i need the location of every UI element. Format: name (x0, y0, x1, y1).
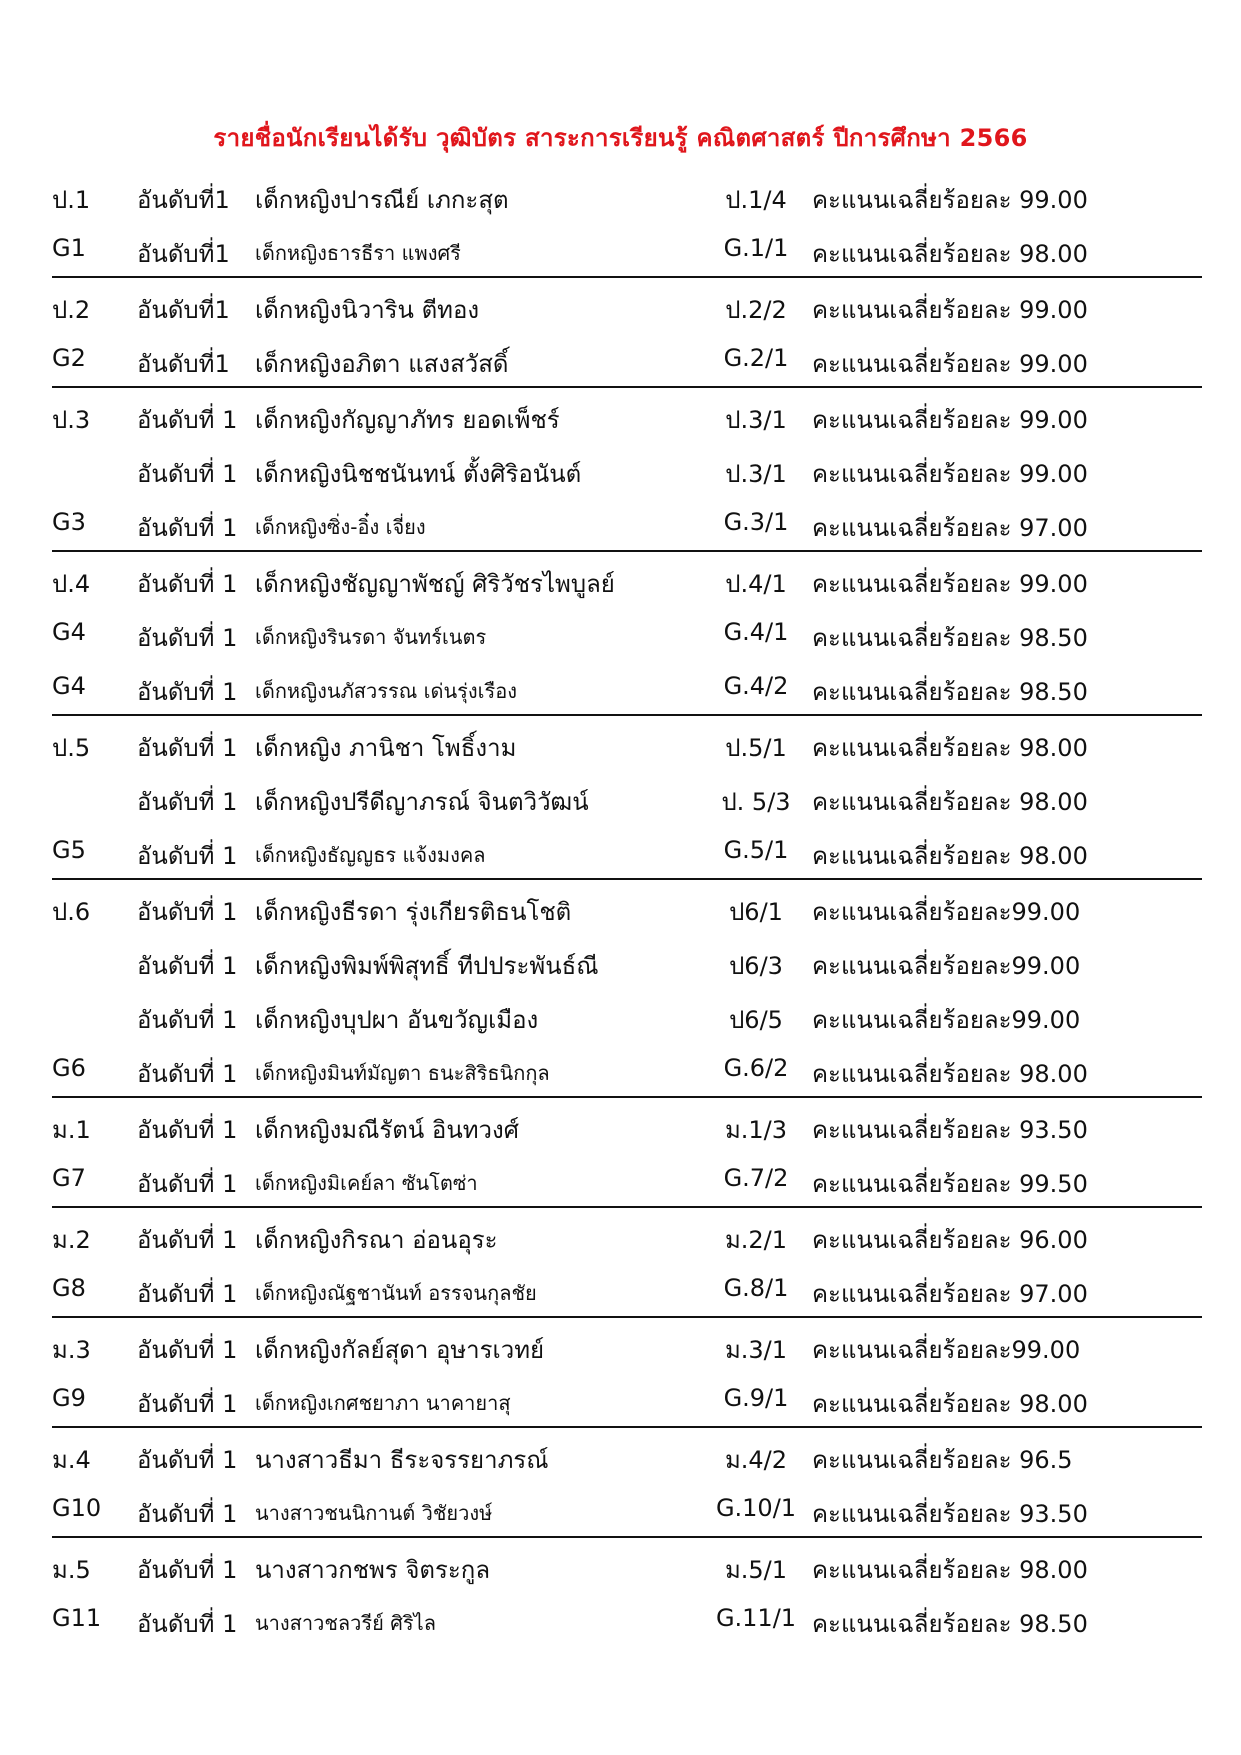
student-name: นางสาวธีมา ธีระจรรยาภรณ์ (255, 1446, 549, 1474)
class-room: G.4/2 (723, 672, 789, 700)
student-name: เด็กหญิงรินรดา จันทร์เนตร (255, 625, 487, 649)
student-row (52, 496, 1202, 550)
student-row (52, 660, 1202, 714)
average-score: คะแนนเฉลี่ยร้อยละ 98.00 (812, 788, 1088, 816)
class-room: ม.1/3 (724, 1116, 788, 1144)
rank-label: อันดับที่1 (137, 186, 230, 214)
grade-group (52, 1318, 1202, 1428)
student-row (52, 1262, 1202, 1316)
class-room: G.8/1 (723, 1274, 789, 1302)
class-room: ป.5/1 (725, 734, 787, 762)
rank-label: อันดับที่ 1 (137, 1336, 238, 1364)
student-name: เด็กหญิงมินท์มัญตา ธนะสิริธนิกกุล (255, 1061, 550, 1085)
grade-group (52, 1208, 1202, 1318)
rank-label: อันดับที่ 1 (137, 1006, 238, 1034)
grade-group (52, 716, 1202, 880)
student-name: เด็กหญิงนิวาริน ตีทอง (255, 296, 480, 324)
class-room: ป.2/2 (725, 296, 787, 324)
rank-label: อันดับที่ 1 (137, 788, 238, 816)
class-room: ป.1/4 (725, 186, 787, 214)
average-score: คะแนนเฉลี่ยร้อยละ 96.5 (812, 1446, 1073, 1474)
rank-label: อันดับที่1 (137, 240, 230, 268)
student-name: เด็กหญิงปารณีย์ เภกะสุต (255, 186, 509, 214)
rank-label: อันดับที่ 1 (137, 952, 238, 980)
grade-level: G4 (52, 618, 86, 646)
rank-label: อันดับที่ 1 (137, 1280, 238, 1308)
rank-label: อันดับที่ 1 (137, 734, 238, 762)
student-row (52, 168, 1202, 222)
student-name: นางสาวชนนิกานต์ วิชัยวงษ์ (255, 1501, 493, 1525)
student-name: เด็กหญิงนภัสวรรณ เด่นรุ่งเรือง (255, 679, 517, 703)
average-score: คะแนนเฉลี่ยร้อยละ 99.50 (812, 1170, 1088, 1198)
grade-level: ป.4 (52, 570, 91, 598)
student-row (52, 1098, 1202, 1152)
average-score: คะแนนเฉลี่ยร้อยละ 97.00 (812, 514, 1088, 542)
average-score: คะแนนเฉลี่ยร้อยละ 99.00 (812, 350, 1088, 378)
class-room: ป.3/1 (725, 460, 787, 488)
student-row (52, 442, 1202, 496)
average-score: คะแนนเฉลี่ยร้อยละ99.00 (812, 1336, 1081, 1364)
grade-level: G4 (52, 672, 86, 700)
class-room: ป6/5 (729, 1006, 783, 1034)
average-score: คะแนนเฉลี่ยร้อยละ 98.50 (812, 624, 1088, 652)
class-room: ป.4/1 (725, 570, 787, 598)
student-row (52, 388, 1202, 442)
rank-label: อันดับที่ 1 (137, 570, 238, 598)
student-row (52, 222, 1202, 276)
grade-level: G7 (52, 1164, 86, 1192)
grade-level: G10 (52, 1494, 102, 1522)
class-room: ม.5/1 (724, 1556, 788, 1584)
average-score: คะแนนเฉลี่ยร้อยละ 98.00 (812, 842, 1088, 870)
class-room: G.3/1 (723, 508, 789, 536)
student-row (52, 1208, 1202, 1262)
student-row (52, 716, 1202, 770)
average-score: คะแนนเฉลี่ยร้อยละ99.00 (812, 898, 1081, 926)
student-name: เด็กหญิงกัลย์สุดา อุษารเวทย์ (255, 1336, 545, 1364)
rank-label: อันดับที่ 1 (137, 1446, 238, 1474)
average-score: คะแนนเฉลี่ยร้อยละ99.00 (812, 952, 1081, 980)
student-row (52, 1152, 1202, 1206)
grade-level: ป.5 (52, 734, 91, 762)
grade-level: G6 (52, 1054, 86, 1082)
average-score: คะแนนเฉลี่ยร้อยละ 98.50 (812, 678, 1088, 706)
grade-level: ม.2 (52, 1226, 91, 1254)
grade-level: G5 (52, 836, 86, 864)
grade-group (52, 388, 1202, 552)
student-row (52, 606, 1202, 660)
average-score: คะแนนเฉลี่ยร้อยละ 99.00 (812, 296, 1088, 324)
class-room: G.10/1 (715, 1494, 797, 1522)
rank-label: อันดับที่ 1 (137, 898, 238, 926)
grade-level: ม.4 (52, 1446, 91, 1474)
average-score: คะแนนเฉลี่ยร้อยละ99.00 (812, 1006, 1081, 1034)
class-room: ป. 5/3 (721, 788, 791, 816)
class-room: G.1/1 (723, 234, 789, 262)
grade-level: G2 (52, 344, 86, 372)
grade-level: G1 (52, 234, 86, 262)
class-room: ป.3/1 (725, 406, 787, 434)
class-room: G.7/2 (723, 1164, 789, 1192)
student-row (52, 1538, 1202, 1592)
average-score: คะแนนเฉลี่ยร้อยละ 98.00 (812, 734, 1088, 762)
rank-label: อันดับที่ 1 (137, 1610, 238, 1638)
student-name: เด็กหญิงบุปผา อันขวัญเมือง (255, 1006, 539, 1034)
student-name: เด็กหญิงมณีรัตน์ อินทวงศ์ (255, 1116, 519, 1144)
student-row (52, 552, 1202, 606)
rank-label: อันดับที่ 1 (137, 514, 238, 542)
grade-group (52, 1098, 1202, 1208)
average-score: คะแนนเฉลี่ยร้อยละ 98.00 (812, 1390, 1088, 1418)
student-row (52, 934, 1202, 988)
average-score: คะแนนเฉลี่ยร้อยละ 98.00 (812, 1556, 1088, 1584)
rank-label: อันดับที่ 1 (137, 1060, 238, 1088)
rank-label: อันดับที่ 1 (137, 1116, 238, 1144)
grade-group (52, 1428, 1202, 1538)
student-row (52, 824, 1202, 878)
average-score: คะแนนเฉลี่ยร้อยละ 93.50 (812, 1116, 1088, 1144)
grade-level: G3 (52, 508, 86, 536)
grade-level: G8 (52, 1274, 86, 1302)
grade-group (52, 168, 1202, 278)
grade-level: G9 (52, 1384, 86, 1412)
grade-level: ม.1 (52, 1116, 91, 1144)
student-name: เด็กหญิงซิ่ง-อิ๋ง เจี่ยง (255, 515, 426, 539)
student-row (52, 332, 1202, 386)
average-score: คะแนนเฉลี่ยร้อยละ 98.00 (812, 1060, 1088, 1088)
student-name: เด็กหญิงธารธีรา แพงศรี (255, 241, 461, 265)
rank-label: อันดับที่ 1 (137, 406, 238, 434)
grade-level: ป.2 (52, 296, 91, 324)
student-row (52, 1372, 1202, 1426)
rank-label: อันดับที่ 1 (137, 624, 238, 652)
student-row (52, 1042, 1202, 1096)
grade-level: ป.3 (52, 406, 91, 434)
class-room: ม.2/1 (724, 1226, 788, 1254)
student-row (52, 770, 1202, 824)
student-name: เด็กหญิงชัญญาพัชญ์ ศิริวัชรไพบูลย์ (255, 570, 615, 598)
grade-level: ม.5 (52, 1556, 91, 1584)
document-title: รายชื่อนักเรียนได้รับ วุฒิบัตร สาระการเรียนรู้ คณิตศาสตร์ ปีการศึกษา 2566 (213, 124, 1028, 152)
student-name: เด็กหญิงปรีดีญาภรณ์ จินตวิวัฒน์ (255, 788, 589, 816)
class-room: ป6/3 (729, 952, 783, 980)
student-name: เด็กหญิงธีรดา รุ่งเกียรติธนโชติ (255, 898, 572, 926)
class-room: ม.4/2 (724, 1446, 788, 1474)
class-room: G.11/1 (715, 1604, 797, 1632)
class-room: ป6/1 (729, 898, 783, 926)
student-name: นางสาวกชพร จิตระกูล (255, 1556, 491, 1584)
student-name: เด็กหญิงธัญญธร แจ้งมงคล (255, 843, 486, 867)
student-row (52, 1428, 1202, 1482)
student-row (52, 1318, 1202, 1372)
student-name: เด็กหญิงอภิตา แสงสวัสดิ์ (255, 350, 509, 378)
grade-group (52, 552, 1202, 716)
average-score: คะแนนเฉลี่ยร้อยละ 97.00 (812, 1280, 1088, 1308)
rank-label: อันดับที่ 1 (137, 1226, 238, 1254)
award-list (52, 168, 1202, 1646)
student-name: เด็กหญิงพิมพ์พิสุทธิ์ ทีปประพันธ์ณี (255, 952, 599, 980)
student-name: นางสาวชลวรีย์ ศิริไล (255, 1611, 436, 1635)
average-score: คะแนนเฉลี่ยร้อยละ 99.00 (812, 406, 1088, 434)
student-name: เด็กหญิงณัฐชานันท์ อรรจนกุลชัย (255, 1281, 537, 1305)
average-score: คะแนนเฉลี่ยร้อยละ 99.00 (812, 186, 1088, 214)
student-row (52, 1482, 1202, 1536)
student-name: เด็กหญิงกัญญาภัทร ยอดเพ็ชร์ (255, 406, 560, 434)
grade-level: G11 (52, 1604, 102, 1632)
student-row (52, 278, 1202, 332)
average-score: คะแนนเฉลี่ยร้อยละ 98.50 (812, 1610, 1088, 1638)
student-name: เด็กหญิงเกศชยาภา นาคายาสุ (255, 1391, 511, 1415)
class-room: G.2/1 (723, 344, 789, 372)
rank-label: อันดับที่ 1 (137, 1170, 238, 1198)
class-room: G.4/1 (723, 618, 789, 646)
student-row (52, 1592, 1202, 1646)
student-row (52, 880, 1202, 934)
student-name: เด็กหญิง ภานิชา โพธิ์งาม (255, 734, 517, 762)
grade-group (52, 278, 1202, 388)
student-name: เด็กหญิงมิเคย์ลา ซันโตซ่า (255, 1171, 478, 1195)
student-name: เด็กหญิงนิชชนันทน์ ตั้งศิริอนันต์ (255, 460, 582, 488)
student-name: เด็กหญิงกิรณา อ่อนอุระ (255, 1226, 498, 1254)
rank-label: อันดับที่ 1 (137, 1500, 238, 1528)
rank-label: อันดับที่1 (137, 350, 230, 378)
rank-label: อันดับที่ 1 (137, 460, 238, 488)
class-room: ม.3/1 (724, 1336, 788, 1364)
average-score: คะแนนเฉลี่ยร้อยละ 96.00 (812, 1226, 1088, 1254)
class-room: G.9/1 (723, 1384, 789, 1412)
grade-level: ป.1 (52, 186, 91, 214)
rank-label: อันดับที่ 1 (137, 1556, 238, 1584)
rank-label: อันดับที่ 1 (137, 678, 238, 706)
grade-level: ม.3 (52, 1336, 91, 1364)
class-room: G.6/2 (723, 1054, 789, 1082)
class-room: G.5/1 (723, 836, 789, 864)
grade-group (52, 1538, 1202, 1646)
average-score: คะแนนเฉลี่ยร้อยละ 99.00 (812, 570, 1088, 598)
rank-label: อันดับที่ 1 (137, 1390, 238, 1418)
student-row (52, 988, 1202, 1042)
rank-label: อันดับที่1 (137, 296, 230, 324)
rank-label: อันดับที่ 1 (137, 842, 238, 870)
average-score: คะแนนเฉลี่ยร้อยละ 99.00 (812, 460, 1088, 488)
average-score: คะแนนเฉลี่ยร้อยละ 98.00 (812, 240, 1088, 268)
average-score: คะแนนเฉลี่ยร้อยละ 93.50 (812, 1500, 1088, 1528)
grade-group (52, 880, 1202, 1098)
grade-level: ป.6 (52, 898, 91, 926)
